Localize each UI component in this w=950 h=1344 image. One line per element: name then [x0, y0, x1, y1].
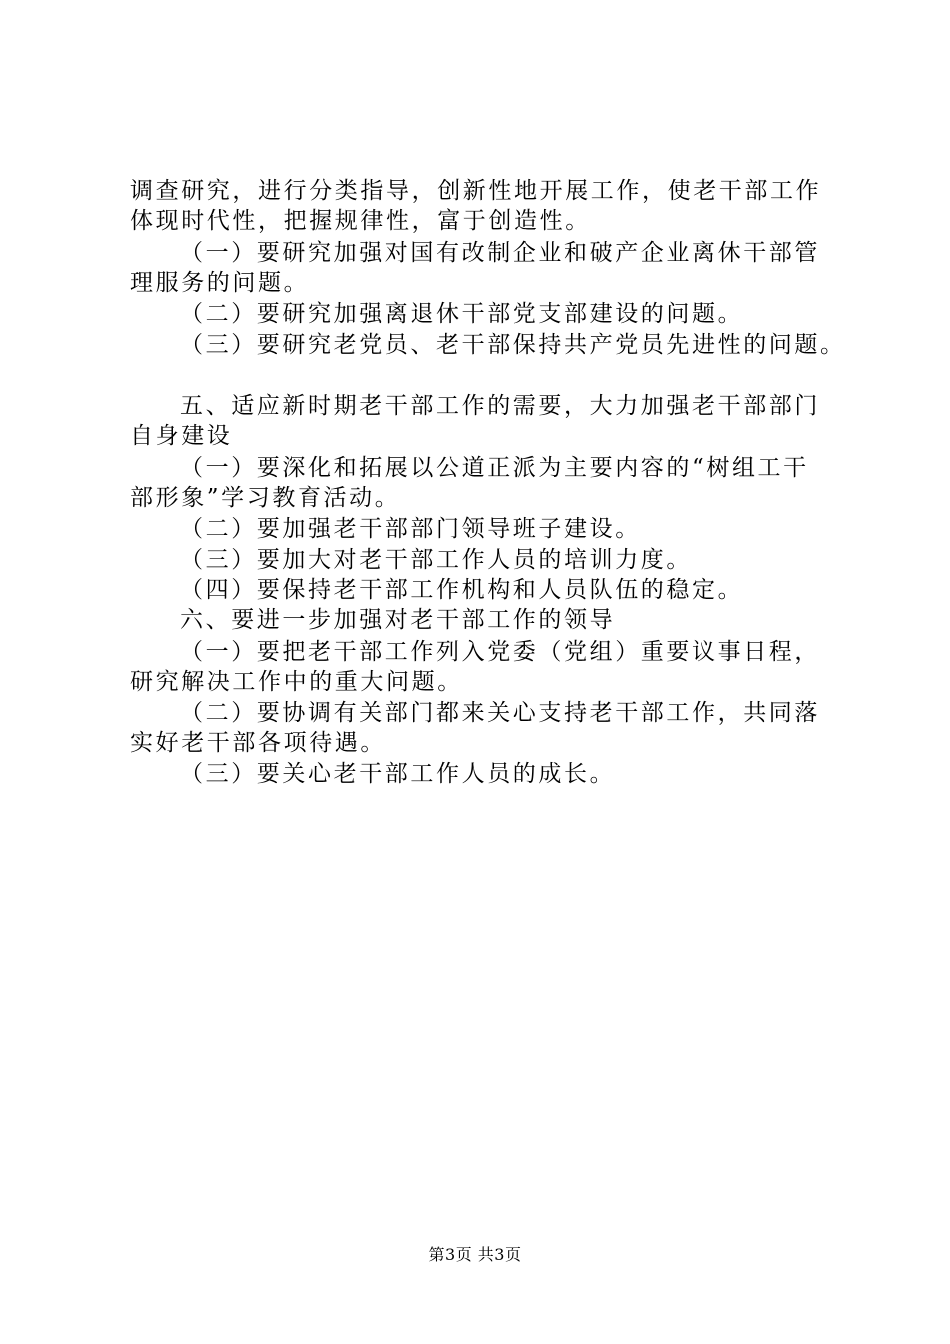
paragraph-line: （三）要加大对老干部工作人员的培训力度。	[180, 547, 692, 573]
paragraph-line: （一）要深化和拓展以公道正派为主要内容的“树组工干	[180, 455, 809, 481]
paragraph-line: 理服务的问题。	[130, 270, 310, 296]
section-heading-line: 自身建设	[130, 423, 233, 449]
paragraph-line: 调查研究，进行分类指导，创新性地开展工作，使老干部工作	[130, 178, 822, 204]
paragraph-line: 研究解决工作中的重大问题。	[130, 669, 463, 695]
section-heading-line: 五、适应新时期老干部工作的需要，大力加强老干部部门	[180, 393, 820, 419]
paragraph-line: 体现时代性，把握规律性，富于创造性。	[130, 208, 591, 234]
paragraph-line: 实好老干部各项待遇。	[130, 730, 386, 756]
paragraph-line: （一）要把老干部工作列入党委（党组）重要议事日程，	[180, 639, 820, 665]
paragraph-line: （二）要加强老干部部门领导班子建设。	[180, 516, 641, 542]
page-number-footer: 第3页 共3页	[428, 1245, 522, 1264]
paragraph-line: （二）要协调有关部门都来关心支持老干部工作，共同落	[180, 700, 820, 726]
paragraph-line: （三）要研究老党员、老干部保持共产党员先进性的问题。	[180, 332, 846, 358]
paragraph-line: 部形象”学习教育活动。	[130, 485, 401, 511]
section-heading-line: 六、要进一步加强对老干部工作的领导	[180, 607, 616, 633]
paragraph-line: （三）要关心老干部工作人员的成长。	[180, 761, 616, 787]
paragraph-line: （一）要研究加强对国有改制企业和破产企业离休干部管	[180, 240, 820, 266]
paragraph-line: （四）要保持老干部工作机构和人员队伍的稳定。	[180, 577, 744, 603]
paragraph-line: （二）要研究加强离退休干部党支部建设的问题。	[180, 301, 744, 327]
